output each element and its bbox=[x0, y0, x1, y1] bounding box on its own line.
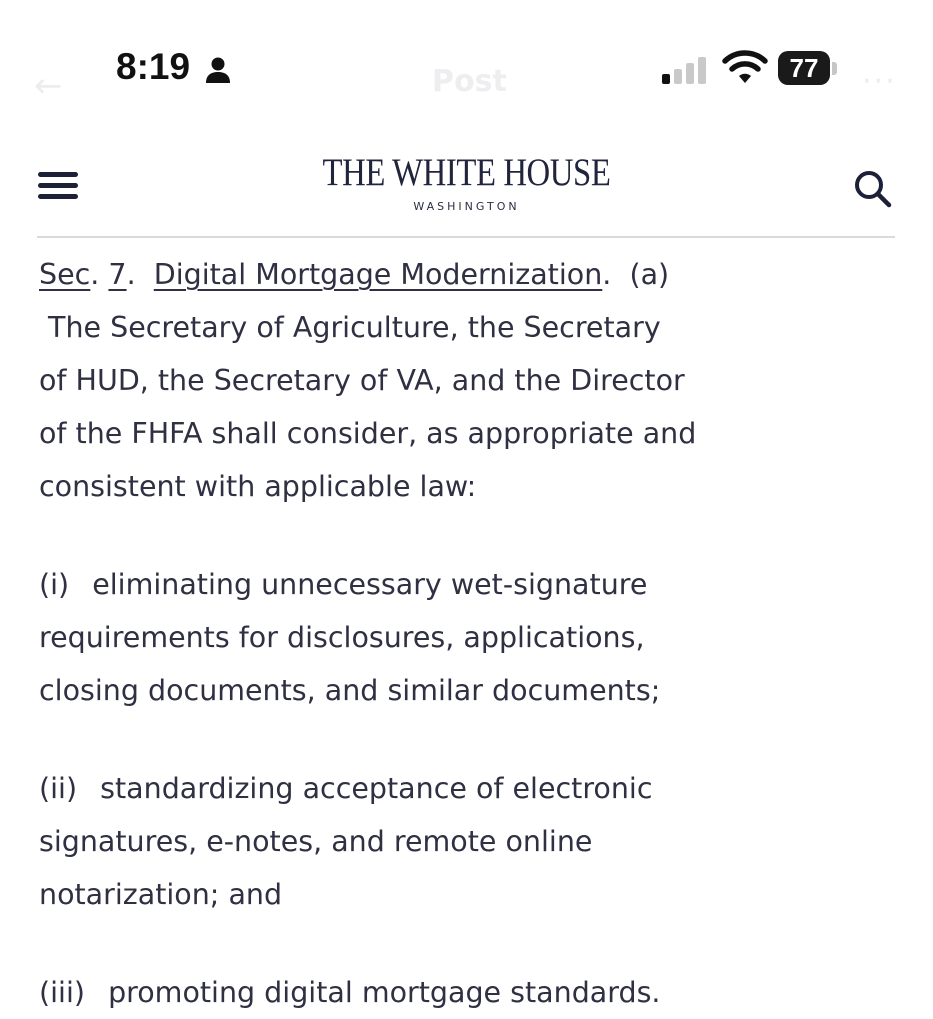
battery-icon bbox=[778, 51, 830, 85]
clause-number: (iii) bbox=[39, 976, 85, 1009]
section-title-dot: . bbox=[602, 258, 612, 291]
section-dot: . bbox=[90, 258, 100, 291]
status-time: 8:19 bbox=[116, 46, 191, 87]
search-icon[interactable] bbox=[850, 166, 896, 212]
intro-line: of HUD, the Secretary of VA, and the Director bbox=[39, 364, 685, 397]
subsection-label: (a) bbox=[629, 258, 670, 291]
clause-number: (ii) bbox=[39, 772, 78, 805]
section-intro bbox=[39, 248, 909, 513]
clause-i bbox=[39, 558, 909, 717]
clause-line: notarization; and bbox=[39, 878, 283, 911]
site-logo[interactable] bbox=[0, 148, 933, 213]
section-number-link[interactable]: 7 bbox=[108, 258, 127, 291]
more-options-icon[interactable]: ··· bbox=[862, 64, 897, 99]
status-bar bbox=[0, 0, 933, 110]
section-title-link[interactable]: Digital Mortgage Modernization bbox=[153, 258, 603, 291]
background-post-title: Post bbox=[432, 64, 507, 99]
clause-ii bbox=[39, 762, 909, 921]
intro-line: consistent with applicable law: bbox=[39, 470, 477, 503]
header-divider bbox=[37, 236, 895, 238]
clause-number: (i) bbox=[39, 568, 70, 601]
clause-line: standardizing acceptance of electronic bbox=[100, 772, 653, 805]
battery-level: 77 bbox=[789, 52, 819, 83]
wifi-icon bbox=[722, 50, 768, 86]
clause-line: eliminating unnecessary wet-signature bbox=[92, 568, 648, 601]
section-heading bbox=[39, 258, 669, 291]
cellular-signal-icon bbox=[660, 56, 710, 84]
section-number-dot: . bbox=[126, 258, 136, 291]
clause-line: signatures, e-notes, and remote online bbox=[39, 825, 593, 858]
battery-cap bbox=[832, 62, 837, 75]
person-icon bbox=[203, 55, 233, 85]
back-arrow-icon[interactable]: ← bbox=[34, 66, 63, 106]
intro-line: of the FHFA shall consider, as appropriate and bbox=[39, 417, 697, 450]
clause-line: promoting digital mortgage standards. bbox=[108, 976, 661, 1009]
logo-title: THE WHITE HOUSE bbox=[322, 151, 611, 194]
intro-line: The Secretary of Agriculture, the Secretary bbox=[39, 311, 661, 344]
clause-line: requirements for disclosures, applications, bbox=[39, 621, 645, 654]
clause-iii bbox=[39, 966, 909, 1019]
clause-line: closing documents, and similar documents; bbox=[39, 674, 661, 707]
logo-subtitle: WASHINGTON bbox=[413, 200, 520, 213]
section-label-link[interactable]: Sec bbox=[39, 258, 91, 291]
article-body bbox=[39, 248, 909, 1019]
